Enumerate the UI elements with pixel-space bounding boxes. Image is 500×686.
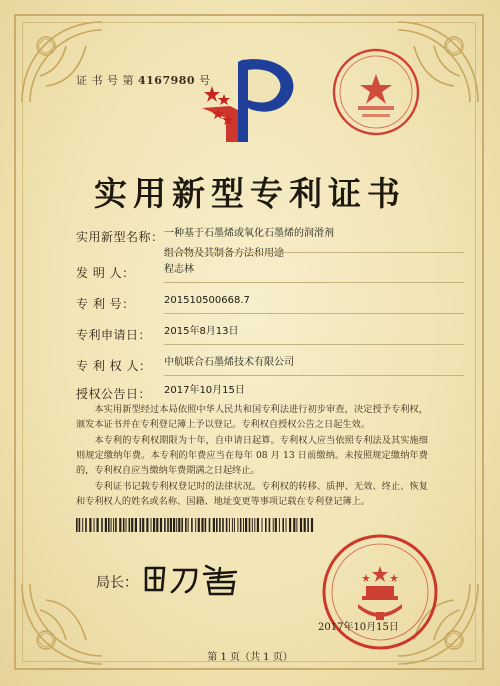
field-value-line: 2015年8月13日 <box>164 326 239 337</box>
field-value <box>164 291 464 311</box>
field-label: 专利申请日： <box>76 328 152 342</box>
field-underline <box>164 282 464 283</box>
field-value-line: 一种基于石墨烯或氧化石墨烯的润滑剂 <box>164 228 334 239</box>
field-label: 专 利 权 人： <box>76 359 152 373</box>
field-patent-number <box>76 295 250 312</box>
field-underline <box>164 252 464 253</box>
field-value-line: 程志林 <box>164 264 194 275</box>
field-application-date <box>76 326 239 343</box>
field-value <box>164 260 464 280</box>
certificate-number <box>76 72 211 88</box>
field-value <box>164 322 464 342</box>
certificate-number-suffix: 号 <box>199 74 211 87</box>
national-emblem-seal-icon <box>318 530 442 654</box>
body-paragraph: 本专利的专利权期限为十年，自申请日起算。专利权人应当依照专利法及其实施细则规定缴纳年费。本专利的年费应当在每年 08 月 13 日前缴纳。未按照规定缴纳年费的，专利权自应当缴纳年费期满之日起终止。 <box>76 435 428 476</box>
field-label: 实用新型名称： <box>76 230 164 244</box>
field-grant-date <box>76 385 245 402</box>
field-value-line: 中航联合石墨烯技术有限公司 <box>164 357 294 368</box>
field-value-line: 2017年10月15日 <box>164 385 245 396</box>
official-seal-icon <box>328 44 424 140</box>
certificate-number-label: 证 书 号 第 <box>76 74 134 87</box>
director-signature-icon <box>140 560 250 596</box>
page-number: 第 1 页（共 1 页） <box>207 652 293 663</box>
certificate-body-text <box>76 402 428 510</box>
director-label: 局长： <box>96 575 138 591</box>
field-value-line: 201510500668.7 <box>164 295 250 306</box>
body-paragraph: 专利证书记载专利权登记时的法律状况。专利权的转移、质押、无效、终止、恢复和专利权人的姓名或名称、国籍、地址变更等事项记载在专利登记簿上。 <box>76 481 428 507</box>
field-inventor <box>76 264 194 281</box>
seal-date: 2017年10月15日 <box>318 622 399 633</box>
field-value <box>164 224 464 264</box>
field-underline <box>164 375 464 376</box>
field-underline <box>164 313 464 314</box>
field-value <box>164 353 464 373</box>
field-value-line: 组合物及其制备方法和用途 <box>164 248 284 259</box>
body-paragraph: 本实用新型经过本局依照中华人民共和国专利法进行初步审查，决定授予专利权，颁发本证书并在专利登记簿上予以登记。专利权自授权公告之日起生效。 <box>76 404 428 430</box>
field-label: 授权公告日： <box>76 387 152 401</box>
field-label: 专 利 号： <box>76 297 135 311</box>
patent-office-logo-icon <box>198 48 306 148</box>
corner-ornament-icon <box>16 16 108 108</box>
certificate-number-value: 4167980 <box>138 74 196 87</box>
field-label: 发 明 人： <box>76 266 135 280</box>
field-utility-model-name <box>76 228 334 259</box>
certificate-title: 实用新型专利证书 <box>94 174 406 213</box>
field-underline <box>164 344 464 345</box>
field-value <box>164 381 464 401</box>
field-patentee <box>76 357 294 374</box>
barcode-icon <box>76 517 316 531</box>
